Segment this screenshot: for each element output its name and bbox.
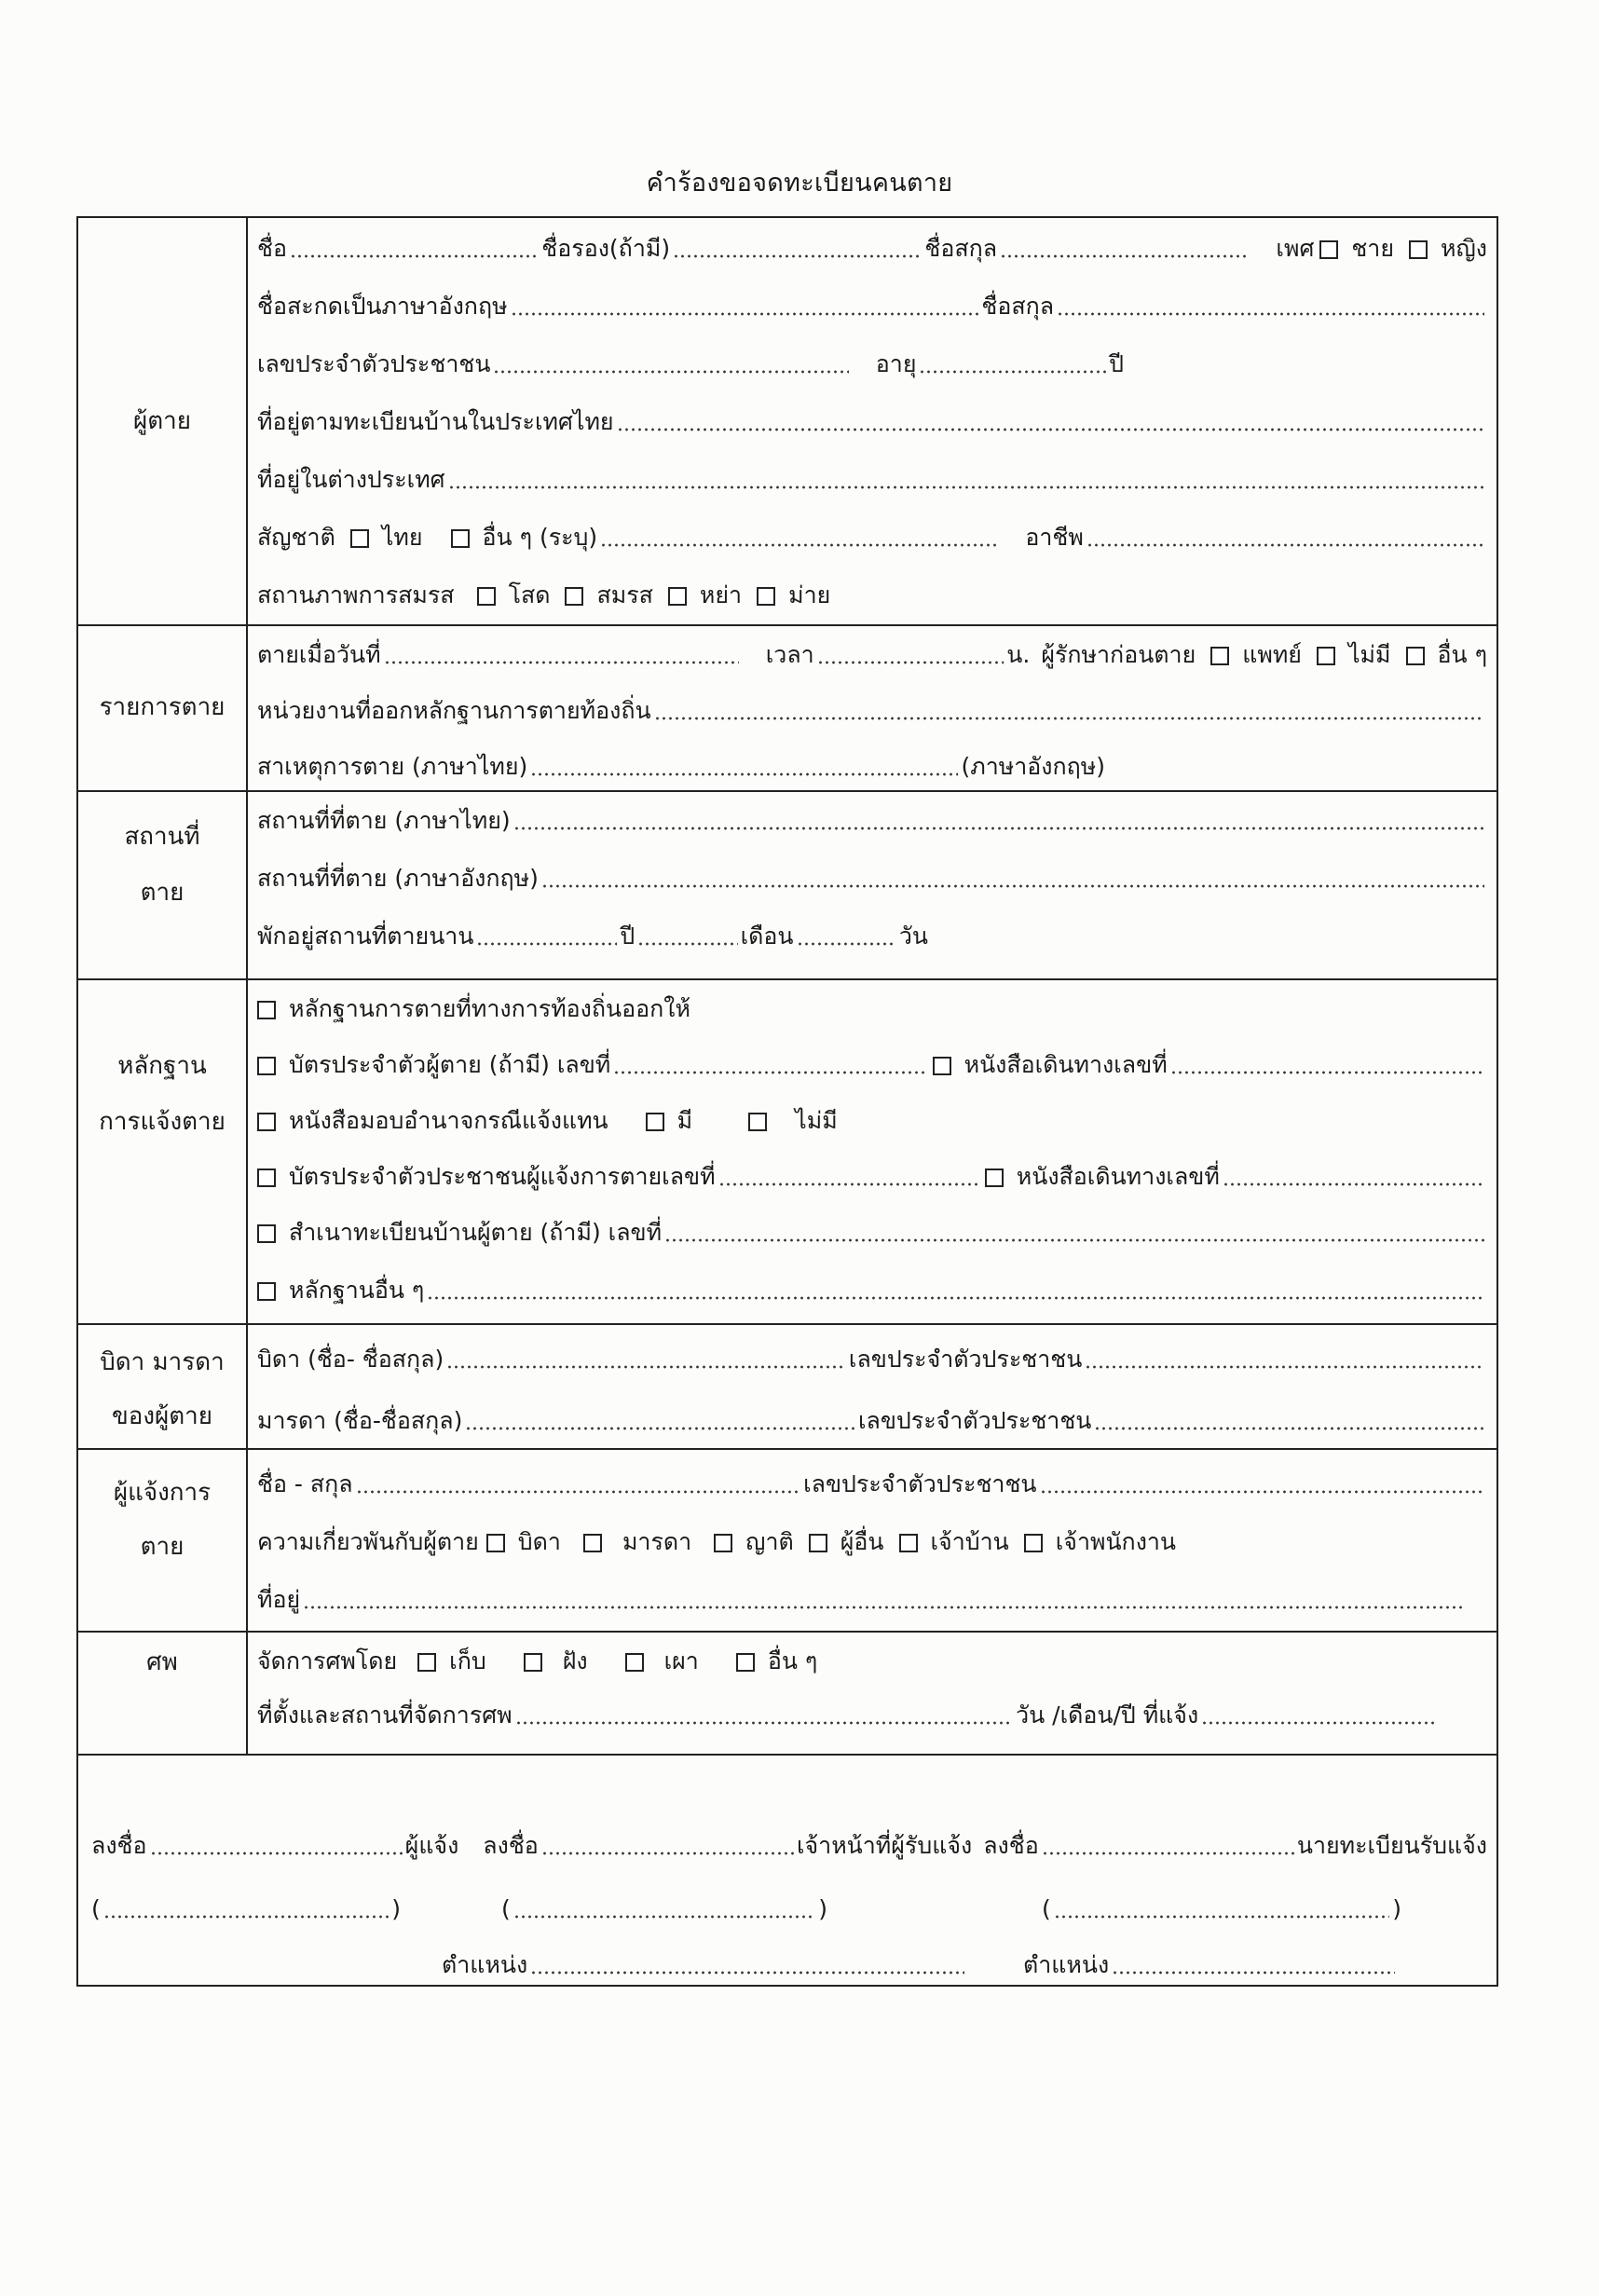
section-label-parents-line2: ของผู้ตาย	[111, 1402, 213, 1430]
id-number-label: เลขประจำตัวประชาชน	[257, 350, 491, 377]
father-relationship-label: บิดา	[517, 1528, 561, 1555]
english-name-field[interactable]	[511, 310, 979, 318]
married-checkbox[interactable]	[565, 587, 583, 606]
cremate-label: เผา	[663, 1647, 699, 1674]
power-of-attorney-checkbox[interactable]	[257, 1113, 276, 1131]
stay-duration-label: พักอยู่สถานที่ตายนาน	[257, 922, 474, 950]
registrar-label: นายทะเบียนรับแจ้ง	[1296, 1832, 1487, 1859]
stay-years-field[interactable]	[476, 940, 617, 948]
row-other-evidence	[242, 1260, 1487, 1306]
informant-id-label: เลขประจำตัวประชาชน	[803, 1470, 1037, 1497]
age-label: อายุ	[875, 350, 917, 377]
divorced-label: หย่า	[699, 581, 743, 608]
single-label: โสด	[508, 581, 551, 608]
month-label: เดือน	[740, 922, 794, 950]
power-of-attorney-label: หนังสือมอบอำนาจกรณีแจ้งแทน	[289, 1107, 608, 1134]
no-treatment-checkbox[interactable]	[1317, 647, 1335, 665]
female-label: หญิง	[1440, 235, 1487, 262]
stay-days-field[interactable]	[797, 940, 896, 948]
cause-thai-field[interactable]	[530, 771, 958, 778]
father-id-label: เลขประจำตัวประชาชน	[848, 1346, 1083, 1373]
house-registration-checkbox[interactable]	[257, 1224, 276, 1243]
father-id-field[interactable]	[1085, 1363, 1484, 1371]
sign-label-2: ลงชื่อ	[483, 1832, 539, 1859]
householder-checkbox[interactable]	[899, 1534, 918, 1552]
row-deceased-nationality	[257, 507, 1487, 554]
row-stay-duration	[257, 906, 928, 952]
informant-address-label: ที่อยู่	[257, 1586, 301, 1613]
section-label-deceased: ผู้ตาย	[133, 407, 191, 435]
male-checkbox[interactable]	[1319, 240, 1338, 259]
time-field[interactable]	[817, 659, 1004, 666]
officer-label: เจ้าพนักงาน	[1055, 1528, 1177, 1555]
passport-field[interactable]	[1170, 1069, 1484, 1076]
informant-address-field[interactable]	[303, 1604, 1466, 1611]
other-evidence-checkbox[interactable]	[257, 1282, 276, 1301]
married-label: สมรส	[596, 581, 653, 608]
corpse-location-label: ที่ตั้งและสถานที่จัดการศพ	[257, 1702, 512, 1729]
informant-name-label: ชื่อ - สกุล	[257, 1470, 353, 1497]
form-title: คำร้องขอจดทะเบียนคนตาย	[646, 169, 953, 198]
close-paren-3: )	[1392, 1895, 1401, 1922]
row-issuing-agency	[257, 680, 1487, 727]
deceased-id-card-checkbox[interactable]	[257, 1057, 276, 1075]
father-relationship-checkbox[interactable]	[486, 1534, 505, 1552]
place-thai-field[interactable]	[513, 825, 1484, 832]
row-corpse-handling	[257, 1631, 1487, 1677]
father-name-label: บิดา (ชื่อ- ชื่อสกุล)	[257, 1346, 444, 1373]
open-paren-2: (	[501, 1895, 511, 1922]
informant-signature-field[interactable]	[150, 1850, 403, 1857]
divorced-checkbox[interactable]	[668, 587, 687, 606]
relationship-label: ความเกี่ยวพันกับผู้ตาย	[257, 1528, 479, 1555]
thai-nationality-checkbox[interactable]	[350, 529, 369, 548]
row-deceased-name	[257, 218, 1487, 265]
section-label-parents-line1: บิดา มารดา	[100, 1348, 225, 1376]
officer-position-field[interactable]	[530, 1969, 964, 1976]
informant-name-field[interactable]	[356, 1488, 800, 1496]
date-notified-label: วัน /เดือน/ปี ที่แจ้ง	[1016, 1702, 1199, 1729]
treated-by-label: ผู้รักษาก่อนตาย	[1041, 641, 1196, 668]
date-of-death-label: ตายเมื่อวันที่	[257, 641, 381, 668]
day-label: วัน	[898, 922, 928, 950]
not-have-label: ไม่มี	[795, 1107, 838, 1134]
name-field[interactable]	[290, 253, 539, 260]
other-handling-label: อื่น ๆ	[767, 1647, 818, 1674]
place-thai-label: สถานที่ที่ตาย (ภาษาไทย)	[257, 807, 511, 834]
informant-printed-name-field[interactable]	[103, 1913, 389, 1920]
informant-role-label: ผู้แจ้ง	[404, 1832, 459, 1859]
other-nationality-label: อื่น ๆ (ระบุ)	[482, 524, 598, 551]
mother-relationship-label: มารดา	[622, 1528, 692, 1555]
row-place-english	[257, 848, 1487, 895]
passport-label: หนังสือเดินทางเลขที่	[964, 1051, 1168, 1078]
house-registration-label: สำเนาทะเบียนบ้านผู้ตาย (ถ้ามี) เลขที่	[289, 1219, 663, 1246]
time-label: เวลา	[765, 641, 814, 668]
cremate-checkbox[interactable]	[625, 1653, 644, 1672]
row-deceased-thai-address	[257, 391, 1487, 438]
passport-2-checkbox[interactable]	[985, 1168, 1004, 1187]
section-label-evidence-line2: การแจ้งตาย	[99, 1108, 226, 1136]
house-registration-field[interactable]	[664, 1237, 1484, 1244]
row-position-1	[442, 1934, 967, 1981]
row-informant-relationship	[257, 1511, 1487, 1558]
bury-checkbox[interactable]	[524, 1653, 542, 1672]
date-notified-field[interactable]	[1201, 1719, 1438, 1727]
no-treatment-label: ไม่มี	[1347, 641, 1391, 668]
occupation-field[interactable]	[1086, 541, 1484, 549]
row-deceased-id-card	[242, 1034, 1487, 1081]
other-person-checkbox[interactable]	[809, 1534, 827, 1552]
row-death-date	[257, 624, 1487, 671]
row-signatures	[91, 1815, 1487, 1862]
hour-unit: น.	[1006, 641, 1031, 668]
thai-address-label: ที่อยู่ตามทะเบียนบ้านในประเทศไทย	[257, 408, 614, 435]
marital-status-label: สถานภาพการสมรส	[257, 581, 455, 608]
informant-id-field[interactable]	[1040, 1488, 1484, 1496]
local-certificate-label: หลักฐานการตายที่ทางการท้องถิ่นออกให้	[289, 995, 690, 1022]
passport-2-field[interactable]	[1223, 1181, 1484, 1188]
cause-thai-label: สาเหตุการตาย (ภาษาไทย)	[257, 753, 528, 780]
foreign-address-field[interactable]	[448, 484, 1484, 491]
relative-checkbox[interactable]	[714, 1534, 732, 1552]
row-deceased-id-age	[257, 334, 1124, 380]
widowed-label: ม่าย	[788, 581, 831, 608]
occupation-label: อาชีพ	[1025, 524, 1084, 551]
officer-checkbox[interactable]	[1024, 1534, 1043, 1552]
row-local-certificate	[242, 978, 1487, 1025]
registrar-position-field[interactable]	[1112, 1969, 1395, 1976]
section-label-corpse: ศพ	[146, 1648, 178, 1676]
doctor-label: แพทย์	[1242, 641, 1302, 668]
passport-2-label: หนังสือเดินทางเลขที่	[1016, 1163, 1220, 1190]
issuing-agency-field[interactable]	[654, 715, 1484, 722]
row-printed-name-3	[1042, 1879, 1401, 1925]
row-printed-name-1	[91, 1879, 401, 1925]
row-place-thai	[257, 790, 1487, 837]
row-corpse-location	[257, 1685, 1441, 1731]
householder-label: เจ้าบ้าน	[930, 1528, 1009, 1555]
local-certificate-checkbox[interactable]	[257, 1001, 276, 1019]
row-printed-name-2	[501, 1879, 827, 1925]
section-label-informant-line1: ผู้แจ้งการ	[113, 1479, 212, 1507]
thai-address-field[interactable]	[617, 426, 1484, 433]
mother-name-label: มารดา (ชื่อ-ชื่อสกุล)	[257, 1407, 463, 1434]
stay-months-field[interactable]	[637, 940, 737, 948]
registrar-printed-name-field[interactable]	[1054, 1913, 1389, 1920]
position-label-1: ตำแหน่ง	[442, 1951, 528, 1978]
row-position-2	[1023, 1934, 1398, 1981]
sign-label-1: ลงชื่อ	[91, 1832, 147, 1859]
deceased-id-card-label: บัตรประจำตัวผู้ตาย (ถ้ามี) เลขที่	[289, 1051, 611, 1078]
father-name-field[interactable]	[446, 1363, 846, 1371]
receiving-officer-label: เจ้าหน้าที่ผู้รับแจ้ง	[796, 1832, 973, 1859]
have-checkbox[interactable]	[646, 1113, 664, 1131]
death-registration-form	[76, 216, 1498, 1987]
row-deceased-english-name	[257, 276, 1487, 322]
name-label: ชื่อ	[257, 235, 287, 262]
handled-by-label: จัดการศพโดย	[257, 1647, 398, 1674]
informant-id-card-field[interactable]	[718, 1181, 980, 1188]
section-label-evidence-line1: หลักฐาน	[117, 1052, 207, 1080]
english-name-label: ชื่อสะกดเป็นภาษาอังกฤษ	[257, 293, 508, 320]
surname-label: ชื่อสกุล	[924, 235, 998, 262]
other-nationality-field[interactable]	[600, 541, 998, 549]
row-informant-name	[257, 1454, 1487, 1500]
other-nationality-checkbox[interactable]	[451, 529, 470, 548]
other-person-label: ผู้อื่น	[840, 1528, 884, 1555]
sign-label-3: ลงชื่อ	[983, 1832, 1039, 1859]
corpse-location-field[interactable]	[515, 1719, 1013, 1727]
row-father	[257, 1329, 1487, 1375]
female-checkbox[interactable]	[1409, 240, 1428, 259]
place-english-field[interactable]	[541, 882, 1484, 890]
english-surname-field[interactable]	[1057, 310, 1484, 318]
officer-signature-field[interactable]	[541, 1850, 794, 1857]
middle-name-field[interactable]	[673, 253, 922, 260]
cause-english-label: (ภาษาอังกฤษ)	[961, 753, 1105, 780]
row-informant-id-card	[242, 1146, 1487, 1193]
keep-label: เก็บ	[449, 1647, 486, 1674]
id-number-field[interactable]	[493, 368, 848, 376]
open-paren-1: (	[91, 1895, 101, 1922]
english-surname-label: ชื่อสกุล	[981, 293, 1055, 320]
place-english-label: สถานที่ที่ตาย (ภาษาอังกฤษ)	[257, 865, 539, 892]
date-of-death-field[interactable]	[384, 659, 739, 666]
not-have-checkbox[interactable]	[748, 1113, 767, 1131]
divider	[78, 1754, 1496, 1756]
foreign-address-label: ที่อยู่ในต่างประเทศ	[257, 466, 445, 493]
have-label: มี	[676, 1107, 693, 1134]
mother-relationship-checkbox[interactable]	[583, 1534, 602, 1552]
doctor-checkbox[interactable]	[1210, 647, 1229, 665]
row-mother	[257, 1390, 1487, 1437]
row-house-registration	[242, 1202, 1487, 1249]
keep-checkbox[interactable]	[417, 1653, 436, 1672]
section-label-informant-line2: ตาย	[140, 1533, 184, 1561]
relative-label: ญาติ	[745, 1528, 794, 1555]
mother-id-field[interactable]	[1094, 1425, 1484, 1432]
thai-label: ไทย	[381, 524, 423, 551]
row-deceased-foreign-address	[257, 449, 1487, 496]
row-deceased-marital-status	[257, 565, 1487, 611]
issuing-agency-label: หน่วยงานที่ออกหลักฐานการตายท้องถิ่น	[257, 697, 651, 724]
position-label-2: ตำแหน่ง	[1023, 1951, 1110, 1978]
other-evidence-label: หลักฐานอื่น ๆ	[289, 1277, 425, 1304]
widowed-checkbox[interactable]	[757, 587, 775, 606]
section-label-place-line2: ตาย	[140, 879, 184, 907]
row-informant-address	[257, 1569, 1469, 1616]
year-label: ปี	[620, 922, 636, 950]
single-checkbox[interactable]	[477, 587, 496, 606]
row-power-of-attorney	[242, 1090, 1487, 1137]
middle-name-label: ชื่อรอง(ถ้ามี)	[541, 235, 671, 262]
officer-printed-name-field[interactable]	[513, 1913, 815, 1920]
other-evidence-field[interactable]	[427, 1294, 1484, 1302]
row-cause-of-death	[257, 736, 1105, 783]
informant-id-card-checkbox[interactable]	[257, 1168, 276, 1187]
age-year-unit: ปี	[1109, 350, 1124, 377]
registrar-signature-field[interactable]	[1042, 1850, 1294, 1857]
close-paren-1: )	[391, 1895, 401, 1922]
age-field[interactable]	[919, 368, 1106, 376]
open-paren-3: (	[1042, 1895, 1051, 1922]
sex-label: เพศ	[1276, 235, 1315, 262]
section-label-death-details: รายการตาย	[99, 693, 226, 721]
male-label: ชาย	[1351, 235, 1394, 262]
close-paren-2: )	[818, 1895, 827, 1922]
other-treatment-checkbox[interactable]	[1406, 647, 1425, 665]
section-label-place-line1: สถานที่	[124, 823, 200, 851]
divider	[78, 1323, 1496, 1325]
deceased-id-card-field[interactable]	[613, 1069, 927, 1076]
surname-field[interactable]	[1000, 253, 1249, 260]
bury-label: ฝัง	[562, 1647, 588, 1674]
divider	[78, 1448, 1496, 1450]
nationality-label: สัญชาติ	[257, 524, 335, 551]
mother-name-field[interactable]	[465, 1425, 855, 1432]
passport-checkbox[interactable]	[933, 1057, 951, 1075]
other-handling-checkbox[interactable]	[736, 1653, 755, 1672]
other-treatment-label: อื่น ๆ	[1437, 641, 1487, 668]
informant-id-card-label: บัตรประจำตัวประชาชนผู้แจ้งการตายเลขที่	[289, 1163, 716, 1190]
mother-id-label: เลขประจำตัวประชาชน	[857, 1407, 1092, 1434]
